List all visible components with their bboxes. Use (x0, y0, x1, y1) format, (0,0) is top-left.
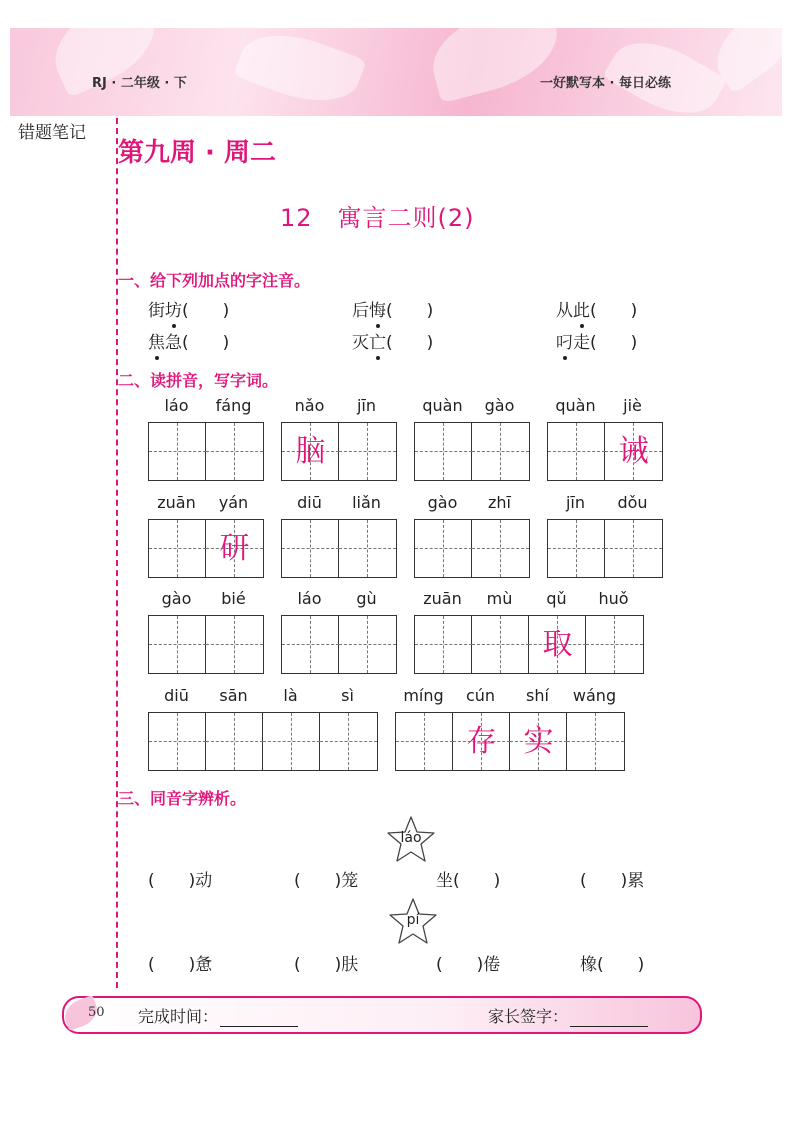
homophone-item[interactable]: ( )惫 (148, 955, 213, 975)
filled-char (149, 713, 206, 770)
item-char: 街 (148, 301, 165, 321)
filled-char (548, 423, 605, 480)
completion-time-label: 完成时间： (138, 1007, 219, 1026)
dotted-char: 叼 (556, 328, 573, 353)
pinyin-label: wáng (572, 686, 617, 705)
writing-cell[interactable] (149, 616, 206, 673)
writing-cell[interactable] (149, 520, 206, 577)
filled-char (282, 520, 339, 577)
writing-grid (414, 615, 644, 674)
filled-char (586, 616, 643, 673)
writing-grid (148, 712, 378, 771)
parent-signature-field[interactable] (570, 1012, 648, 1027)
star-badge-lao (384, 814, 438, 866)
dotted-char: 亡 (369, 328, 386, 353)
pinyin-label: quàn (422, 396, 463, 415)
writing-cell[interactable] (320, 713, 377, 770)
item-char: 灭 (352, 333, 369, 353)
pinyin-label: là (283, 686, 298, 705)
pinyin-label: láo (297, 589, 322, 608)
writing-cell[interactable] (282, 520, 339, 577)
writing-cell[interactable] (605, 423, 662, 480)
item-char: 急 (165, 333, 182, 353)
pinyin-label: láo (164, 396, 189, 415)
filled-char (472, 520, 529, 577)
dotted-char: 悔 (369, 296, 386, 321)
writing-cell[interactable] (472, 520, 529, 577)
writing-cell[interactable] (206, 713, 263, 770)
writing-cell[interactable] (548, 520, 605, 577)
notes-divider (116, 118, 118, 988)
homophone-item[interactable]: 橡( ) (580, 955, 645, 975)
writing-grid (148, 519, 264, 578)
filled-char: 实 (523, 724, 554, 759)
filled-char (415, 616, 472, 673)
pinyin-label: nǎo (294, 396, 325, 415)
writing-cell[interactable] (206, 520, 263, 577)
writing-grid (547, 422, 663, 481)
item-char: 从 (556, 301, 573, 321)
filled-char (472, 423, 529, 480)
header-slogan: 一好默写本 · 每日必练 (540, 76, 671, 91)
writing-cell[interactable] (415, 616, 472, 673)
week-title: 第九周 · 周二 (118, 138, 276, 168)
homophone-item[interactable]: ( )累 (580, 871, 645, 891)
completion-time (138, 1004, 298, 1027)
filled-char (149, 423, 206, 480)
writing-cell[interactable] (472, 423, 529, 480)
filled-char (206, 713, 263, 770)
writing-cell[interactable] (529, 616, 586, 673)
pinyin-label: zhī (488, 493, 511, 512)
pinyin-label: qǔ (546, 589, 567, 608)
item-char: 后 (352, 301, 369, 321)
homophone-item[interactable]: ( )动 (148, 871, 213, 891)
writing-cell[interactable] (453, 713, 510, 770)
answer-blank[interactable]: ( ) (386, 301, 434, 321)
pinyin-item (352, 296, 433, 321)
homophone-item[interactable]: 坐( ) (436, 871, 501, 891)
pinyin-label: jiè (623, 396, 642, 415)
answer-blank[interactable]: ( ) (590, 333, 638, 353)
pinyin-label: sì (341, 686, 354, 705)
star-badge-pi (386, 896, 440, 948)
pinyin-label: gào (161, 589, 192, 608)
writing-cell[interactable] (510, 713, 567, 770)
filled-char (263, 713, 320, 770)
writing-grid (148, 615, 264, 674)
filled-char: 存 (466, 724, 497, 759)
writing-cell[interactable] (149, 713, 206, 770)
pinyin-label: mù (486, 589, 513, 608)
writing-cell[interactable] (415, 423, 472, 480)
filled-char (282, 616, 339, 673)
filled-char (320, 713, 377, 770)
pinyin-item (148, 296, 229, 321)
pinyin-item (148, 328, 229, 353)
filled-char (567, 713, 624, 770)
writing-grid (281, 615, 397, 674)
filled-char: 脑 (295, 434, 326, 469)
answer-blank[interactable]: ( ) (182, 301, 230, 321)
pinyin-item (556, 328, 637, 353)
pinyin-label: diū (164, 686, 189, 705)
pinyin-label: diū (297, 493, 322, 512)
pinyin-label: liǎn (352, 493, 381, 512)
filled-char (149, 520, 206, 577)
writing-grid (281, 422, 397, 481)
filled-char (206, 423, 263, 480)
pinyin-label: dǒu (617, 493, 648, 512)
writing-cell[interactable] (339, 520, 396, 577)
filled-char (415, 520, 472, 577)
pinyin-item (352, 328, 433, 353)
homophone-item[interactable]: ( )倦 (436, 955, 501, 975)
pinyin-label: gù (356, 589, 377, 608)
filled-char: 取 (542, 627, 573, 662)
filled-char (415, 423, 472, 480)
writing-cell[interactable] (567, 713, 624, 770)
item-char: 走 (573, 333, 590, 353)
filled-char (548, 520, 605, 577)
writing-cell[interactable] (339, 423, 396, 480)
writing-grid (547, 519, 663, 578)
writing-cell[interactable] (263, 713, 320, 770)
pinyin-label: fáng (215, 396, 252, 415)
filled-char (605, 520, 662, 577)
writing-cell[interactable] (149, 423, 206, 480)
filled-char: 研 (219, 531, 250, 566)
filled-char (339, 616, 396, 673)
header-grade: RJ · 二年级 · 下 (92, 76, 187, 91)
section2-heading: 二、读拼音，写字词。 (118, 371, 279, 390)
filled-char (149, 616, 206, 673)
writing-cell[interactable] (206, 423, 263, 480)
filled-char (472, 616, 529, 673)
writing-cell[interactable] (396, 713, 453, 770)
writing-cell[interactable] (415, 520, 472, 577)
completion-time-field[interactable] (220, 1012, 298, 1027)
page-number: 50 (88, 1005, 105, 1020)
dotted-char: 坊 (165, 296, 182, 321)
pinyin-label: yán (218, 493, 249, 512)
section3-heading: 三、同音字辨析。 (118, 789, 247, 808)
pinyin-label: huǒ (598, 589, 629, 608)
star-pinyin: láo (400, 830, 422, 846)
writing-grid (281, 519, 397, 578)
pinyin-label: bié (221, 589, 246, 608)
writing-cell[interactable] (282, 423, 339, 480)
pinyin-label: gào (484, 396, 515, 415)
pinyin-label: quàn (555, 396, 596, 415)
parent-signature-label: 家长签字： (488, 1007, 569, 1026)
lesson-title: 12 寓言二则(2) (280, 204, 475, 232)
pinyin-label: zuān (423, 589, 462, 608)
writing-grid (414, 422, 530, 481)
writing-cell[interactable] (586, 616, 643, 673)
pinyin-label: míng (403, 686, 444, 705)
writing-grid (395, 712, 625, 771)
filled-char (339, 520, 396, 577)
parent-signature (488, 1004, 648, 1027)
answer-blank[interactable]: ( ) (590, 301, 638, 321)
star-pinyin: pí (406, 912, 420, 928)
filled-char (339, 423, 396, 480)
section1-heading: 一、给下列加点的字注音。 (118, 271, 311, 290)
writing-cell[interactable] (472, 616, 529, 673)
writing-cell[interactable] (605, 520, 662, 577)
filled-char: 诫 (618, 434, 649, 469)
pinyin-label: sān (219, 686, 248, 705)
filled-char (206, 616, 263, 673)
filled-char (396, 713, 453, 770)
homophone-item[interactable]: ( )肤 (294, 955, 359, 975)
answer-blank[interactable]: ( ) (182, 333, 230, 353)
answer-blank[interactable]: ( ) (386, 333, 434, 353)
writing-cell[interactable] (282, 616, 339, 673)
pinyin-label: jīn (565, 493, 586, 512)
writing-cell[interactable] (339, 616, 396, 673)
dotted-char: 此 (573, 296, 590, 321)
homophone-item[interactable]: ( )笼 (294, 871, 359, 891)
pinyin-label: gào (427, 493, 458, 512)
pinyin-label: zuān (157, 493, 196, 512)
pinyin-item (556, 296, 637, 321)
writing-grid (148, 422, 264, 481)
writing-grid (414, 519, 530, 578)
pinyin-label: shí (526, 686, 549, 705)
dotted-char: 焦 (148, 328, 165, 353)
pinyin-label: cún (465, 686, 496, 705)
writing-cell[interactable] (548, 423, 605, 480)
error-notes-label: 错题笔记 (18, 123, 86, 143)
writing-cell[interactable] (206, 616, 263, 673)
pinyin-label: jīn (356, 396, 377, 415)
